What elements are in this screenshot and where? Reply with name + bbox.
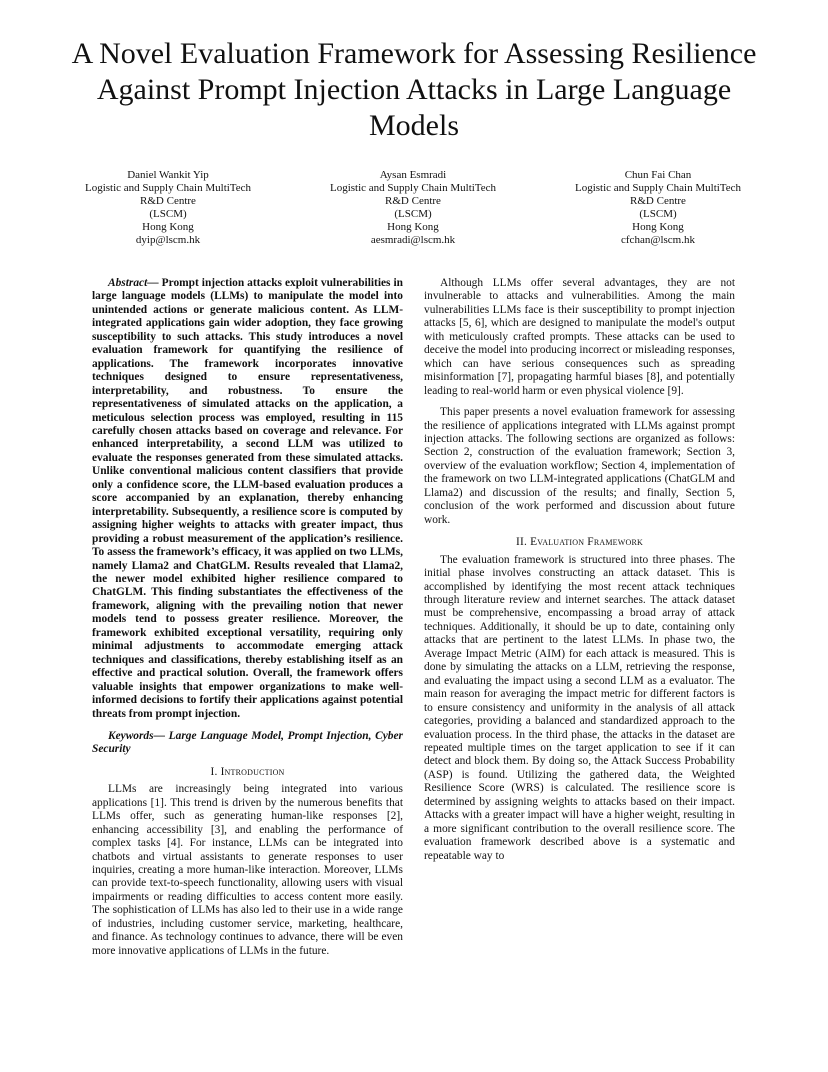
keywords: Keywords— Large Language Model, Prompt Injection, Cyber Security (92, 729, 403, 756)
section-heading-evaluation-framework (424, 536, 735, 549)
author-organization: Logistic and Supply Chain MultiTech (329, 182, 497, 194)
section-heading-introduction (92, 766, 403, 779)
abstract (92, 277, 403, 721)
author-organization: Logistic and Supply Chain MultiTech (84, 182, 252, 194)
author-name: Chun Fai Chan (624, 169, 692, 181)
abstract-text: Prompt injection attacks exploit vulnerabilities in large language models (LLMs) to manipulate the model into unintended actions or generate malicious content. As LLM-integrated applications gain wider adoption, they face growing susceptibility to such attacks. This study introduces a novel evaluation framework for quantifying the resilience of applications. The framework incorporates innovative techniques designed to ensure representativeness, interpretability, and robustness. To ensure the representativeness of simulated attacks on the application, a meticulous selection process was employed, resulting in 115 carefully chosen attacks based on coverage and relevance. For enhanced interpretability, a second LLM was utilized to evaluate the responses generated from these simulated attacks. Unlike conventional malicious content classifiers that provide only a confidence score, the LLM-based evaluation produces a score accompanied by an explanation, thereby enhancing interpretability. Subsequently, a resilience score is computed by assigning higher weights to attacks with greater impact, thus providing a robust measurement of the application’s resilience. To assess the framework’s efficacy, it was applied on two LLMs, namely Llama2 and ChatGLM. Results revealed that Llama2, the newer model exhibited higher resilience compared to ChatGLM. This finding substantiates the effectiveness of the framework, aligning with the prevailing notion that newer models tend to possess greater resilience. Moreover, the framework exhibited exceptional versatility, requiring only minimal adjustments to accommodate emerging attack techniques and classifications, thereby establishing itself as an effective and practical solution. Overall, the framework offers valuable insights that empower organizations to make well-informed decisions to fortify their applications against potential threats from prompt injection. (92, 277, 403, 720)
section-number: I. (210, 765, 218, 778)
author-block (313, 169, 513, 247)
author-email: dyip@lscm.hk (135, 234, 201, 246)
introduction-paragraph: Although LLMs offer several advantages, they are not invulnerable to attacks and vulnerabilities. Among the main vulnerabilities LLMs face is their susceptibility to prompt injection attacks [5, 6], which are designed to manipulate the model's output with meticulously crafted prompts. These attacks can be used to deceive the model into producing incorrect or misleading responses, which can have serious consequences such as spreading misinformation [7], propagating harmful biases [8], and potentially leading to real-world harm or even physical violence [9]. (424, 277, 735, 397)
paper-title: A Novel Evaluation Framework for Assessing Resilience Against Prompt Injection Attacks in Large Language Models (71, 37, 757, 142)
author-organization: (LSCM) (149, 208, 187, 220)
left-column (92, 277, 403, 958)
author-organization: R&D Centre (140, 195, 196, 207)
author-location: Hong Kong (142, 221, 194, 233)
right-column (424, 277, 735, 863)
author-organization: R&D Centre (630, 195, 686, 207)
author-location: Hong Kong (632, 221, 684, 233)
author-organization: Logistic and Supply Chain MultiTech (574, 182, 742, 194)
author-name: Aysan Esmradi (379, 169, 447, 181)
introduction-paragraph: LLMs are increasingly being integrated into various applications [1]. This trend is driven by the numerous benefits that LLMs offer, such as generating human-like responses [2], enhancing accessibility [3], and enabling the performance of complex tasks [4]. For instance, LLMs can be integrated into chatbots and virtual assistants to generate responses to user inquiries, creating a more human-like interaction. Moreover, LLMs can provide text-to-speech functionality, allowing users with visual impairments or reading difficulties to access content more easily. The sophistication of LLMs has also led to their use in a wide range of industries, including customer service, marketing, healthcare, and finance. As technology continues to advance, there will be even more innovative applications of LLMs in the future. (92, 783, 403, 957)
author-organization: (LSCM) (639, 208, 677, 220)
author-block (68, 169, 268, 247)
section-number: II. (516, 536, 528, 549)
section-title: Introduction (220, 765, 285, 778)
author-location: Hong Kong (387, 221, 439, 233)
author-organization: (LSCM) (394, 208, 432, 220)
author-organization: R&D Centre (385, 195, 441, 207)
section-title: Evaluation Framework (530, 536, 643, 549)
author-block (558, 169, 758, 247)
framework-paragraph: The evaluation framework is structured into three phases. The initial phase involves constructing an attack dataset. This is accomplished by identifying the most recent attack techniques through literature review and internet searches. The attack dataset must be comprehensive, encompassing a broad array of attack techniques. Additionally, it should be up to date, containing only attacks that are pertinent to the latest LLMs. In phase two, the Average Impact Metric (AIM) for each attack is measured. This is done by simulating the attacks on a LLM, retrieving the response, and evaluating the impact using a second LLM as a evaluator. The main reason for averaging the impact metric for different factors is to ensure consistency and uniformity in the analysis of all attack categories, providing a balanced and standardized approach to the evaluation process. In the third phase, the attacks in the dataset are repeated multiple times on the target application to see if it can detect and block them. By doing so, the Attack Success Probability (ASP) is found. Utilizing the gathered data, the Weighted Resilience Score (WRS) is calculated. The resilience score is determined by assigning weights to attacks based on their impact. Attacks with a greater impact will have a higher weight, resulting in a more significant contribution to the overall resilience score. The evaluation framework described above is a systematic and repeatable way to (424, 553, 735, 862)
abstract-label: Abstract— (108, 277, 159, 289)
author-email: aesmradi@lscm.hk (370, 234, 456, 246)
author-email: cfchan@lscm.hk (621, 234, 695, 246)
introduction-paragraph: This paper presents a novel evaluation framework for assessing the resilience of applications integrated with LLMs against prompt injection attacks. The following sections are organized as follows: Section 2, construction of the evaluation framework; Section 3, overview of the evaluation workflow; Section 4, implementation of the framework on two LLM-integrated applications (ChatGLM and Llama2) and discussion of the results; and finally, Section 5, conclusion of the work performed and discussion about future work. (424, 406, 735, 526)
author-name: Daniel Wankit Yip (127, 169, 209, 181)
